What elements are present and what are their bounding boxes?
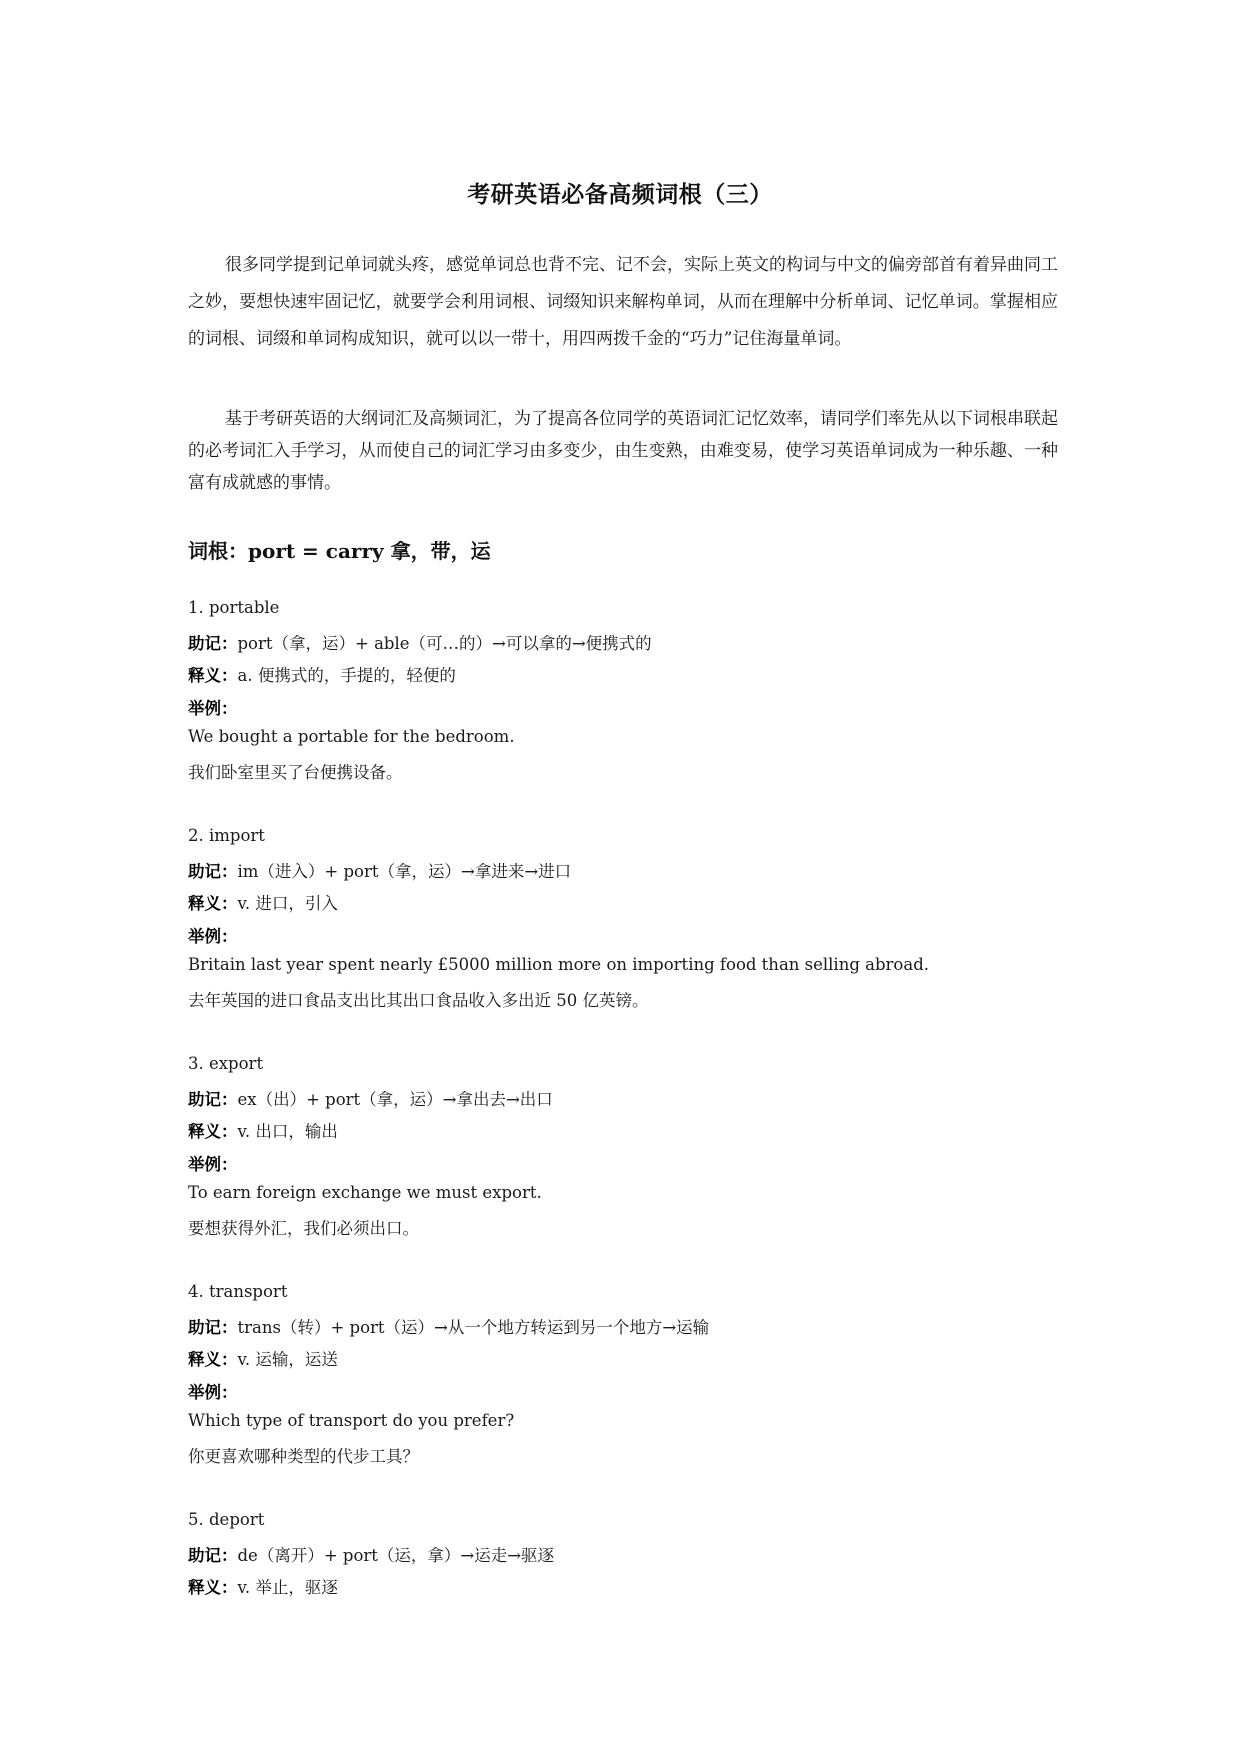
- entry-5-meaning: [188, 1574, 338, 1598]
- entry-2-example-en: Britain last year spent nearly £5000 million more on importing food than selling abroad.: [188, 955, 930, 974]
- entry-3-example-en: To earn foreign exchange we must export.: [188, 1183, 542, 1202]
- mnemonic-label: 助记：: [188, 862, 238, 881]
- entry-4-mnemonic: [188, 1314, 709, 1338]
- section-heading: 词根：port = carry 拿，带，运: [188, 539, 491, 563]
- entry-1-meaning: [188, 662, 456, 686]
- entry-1-example-label: [188, 695, 238, 719]
- entry-3-example-label: [188, 1151, 238, 1175]
- entry-4-word: 4. transport: [188, 1282, 288, 1301]
- mnemonic-text: ex（出）+ port（拿，运）→拿出去→出口: [237, 1090, 553, 1109]
- intro-paragraph-1-text: 很多同学提到记单词就头疼，感觉单词总也背不完、记不会，实际上英文的构词与中文的偏旁部首有着异曲同工之妙，要想快速牢固记忆，就要学会利用词根、词缀知识来解构单词，从而在理解中分析单词、记忆单词。掌握相应的词根、词缀和单词构成知识，就可以以一带十，用四两拨千金的“巧力”记住海量单词。: [188, 255, 1058, 349]
- entry-2-example-zh: 去年英国的进口食品支出比其出口食品收入多出近 50 亿英镑。: [188, 991, 649, 1010]
- meaning-text: v. 运输，运送: [237, 1350, 338, 1369]
- example-label: 举例：: [188, 927, 238, 946]
- entry-4-meaning: [188, 1346, 338, 1370]
- entry-4-example-en: Which type of transport do you prefer?: [188, 1411, 515, 1430]
- entry-5-mnemonic: [188, 1542, 554, 1566]
- entry-3-meaning: [188, 1118, 338, 1142]
- entry-3-mnemonic: [188, 1086, 553, 1110]
- mnemonic-text: port（拿，运）+ able（可…的）→可以拿的→便携式的: [237, 634, 652, 653]
- mnemonic-label: 助记：: [188, 1546, 238, 1565]
- entry-4-example-zh: 你更喜欢哪种类型的代步工具？: [188, 1447, 419, 1466]
- meaning-text: v. 进口，引入: [237, 894, 338, 913]
- entry-2-word: 2. import: [188, 826, 265, 845]
- entry-5-word: 5. deport: [188, 1510, 265, 1529]
- meaning-text: a. 便携式的，手提的，轻便的: [237, 666, 456, 685]
- example-label: 举例：: [188, 699, 238, 718]
- page-title: 考研英语必备高频词根（三）: [467, 181, 773, 208]
- entry-2-example-label: [188, 923, 238, 947]
- meaning-text: v. 举止，驱逐: [237, 1578, 338, 1597]
- entry-4-example-label: [188, 1379, 238, 1403]
- entry-1-example-en: We bought a portable for the bedroom.: [188, 727, 515, 746]
- entry-1-mnemonic: [188, 630, 652, 654]
- intro-paragraph-1: [188, 247, 1058, 358]
- mnemonic-label: 助记：: [188, 634, 238, 653]
- meaning-label: 释义：: [188, 666, 238, 685]
- intro-paragraph-2: [188, 403, 1058, 499]
- entry-2-mnemonic: [188, 858, 571, 882]
- example-label: 举例：: [188, 1155, 238, 1174]
- entry-2-meaning: [188, 890, 338, 914]
- meaning-label: 释义：: [188, 1578, 238, 1597]
- meaning-label: 释义：: [188, 894, 238, 913]
- mnemonic-label: 助记：: [188, 1318, 238, 1337]
- entry-3-example-zh: 要想获得外汇，我们必须出口。: [188, 1219, 419, 1238]
- mnemonic-label: 助记：: [188, 1090, 238, 1109]
- meaning-label: 释义：: [188, 1122, 238, 1141]
- meaning-text: v. 出口，输出: [237, 1122, 338, 1141]
- meaning-label: 释义：: [188, 1350, 238, 1369]
- mnemonic-text: de（离开）+ port（运，拿）→运走→驱逐: [237, 1546, 555, 1565]
- mnemonic-text: im（进入）+ port（拿，运）→拿进来→进口: [237, 862, 572, 881]
- entry-1-word: 1. portable: [188, 598, 280, 617]
- mnemonic-text: trans（转）+ port（运）→从一个地方转运到另一个地方→运输: [237, 1318, 710, 1337]
- entry-3-word: 3. export: [188, 1054, 264, 1073]
- example-label: 举例：: [188, 1383, 238, 1402]
- intro-paragraph-2-text: 基于考研英语的大纲词汇及高频词汇，为了提高各位同学的英语词汇记忆效率，请同学们率先从以下词根串联起的必考词汇入手学习，从而使自己的词汇学习由多变少，由生变熟，由难变易，使学习英语单词成为一种乐趣、一种富有成就感的事情。: [188, 409, 1058, 493]
- entry-1-example-zh: 我们卧室里买了台便携设备。: [188, 763, 403, 782]
